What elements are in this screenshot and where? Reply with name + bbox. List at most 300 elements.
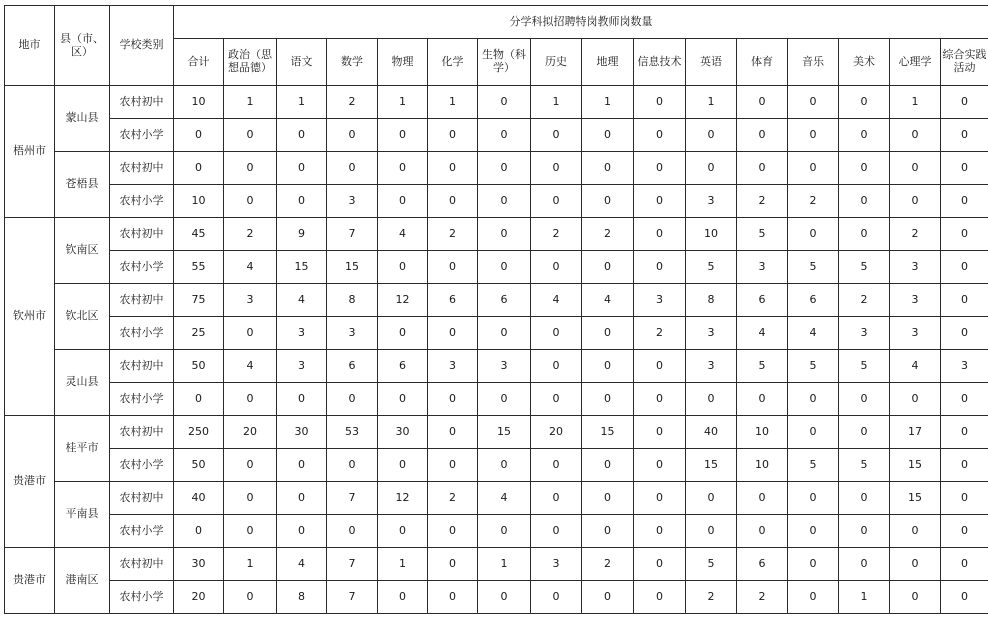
city-cell: 钦州市 [5, 218, 55, 416]
subject-count-cell: 0 [686, 119, 737, 152]
total-cell: 250 [174, 416, 224, 449]
school-type-cell: 农村初中 [110, 482, 174, 515]
subject-count-cell: 3 [634, 284, 686, 317]
subject-count-cell: 4 [737, 317, 788, 350]
subject-count-cell: 0 [478, 515, 531, 548]
total-cell: 0 [174, 383, 224, 416]
subject-count-cell: 5 [686, 251, 737, 284]
table-row [5, 119, 988, 152]
subject-count-cell: 2 [737, 581, 788, 614]
subject-count-cell: 3 [737, 251, 788, 284]
header-city: 地市 [5, 6, 55, 86]
total-cell: 30 [174, 548, 224, 581]
subject-count-cell: 8 [327, 284, 378, 317]
subject-count-cell: 5 [788, 350, 839, 383]
county-cell: 苍梧县 [55, 152, 110, 218]
subject-count-cell: 0 [428, 317, 478, 350]
subject-count-cell: 0 [327, 119, 378, 152]
subject-count-cell: 10 [737, 416, 788, 449]
subject-count-cell: 6 [327, 350, 378, 383]
county-cell: 钦北区 [55, 284, 110, 350]
header-subject: 数学 [327, 39, 378, 86]
subject-count-cell: 0 [941, 218, 988, 251]
subject-count-cell: 2 [890, 218, 941, 251]
subject-count-cell: 0 [224, 317, 277, 350]
subject-count-cell: 10 [686, 218, 737, 251]
subject-count-cell: 0 [428, 515, 478, 548]
subject-count-cell: 0 [478, 185, 531, 218]
subject-count-cell: 0 [478, 152, 531, 185]
subject-count-cell: 6 [478, 284, 531, 317]
header-subject: 政治（思想品德） [224, 39, 277, 86]
subject-count-cell: 3 [686, 185, 737, 218]
table-row [5, 383, 988, 416]
subject-count-cell: 0 [737, 152, 788, 185]
subject-count-cell: 0 [277, 515, 327, 548]
subject-count-cell: 0 [634, 152, 686, 185]
subject-count-cell: 0 [428, 383, 478, 416]
subject-count-cell: 0 [634, 86, 686, 119]
subject-count-cell: 2 [839, 284, 890, 317]
subject-count-cell: 0 [327, 383, 378, 416]
header-subject: 英语 [686, 39, 737, 86]
subject-count-cell: 4 [890, 350, 941, 383]
table-row [5, 152, 988, 185]
subject-count-cell: 7 [327, 548, 378, 581]
subject-count-cell: 0 [788, 218, 839, 251]
subject-count-cell: 0 [378, 251, 428, 284]
header-subject: 化学 [428, 39, 478, 86]
subject-count-cell: 0 [686, 482, 737, 515]
subject-count-cell: 15 [890, 482, 941, 515]
subject-count-cell: 7 [327, 218, 378, 251]
subject-count-cell: 0 [686, 515, 737, 548]
subject-count-cell: 0 [941, 515, 988, 548]
subject-count-cell: 0 [378, 185, 428, 218]
subject-count-cell: 10 [737, 449, 788, 482]
subject-count-cell: 0 [890, 548, 941, 581]
subject-count-cell: 0 [378, 317, 428, 350]
subject-count-cell: 2 [582, 218, 634, 251]
table-row [5, 515, 988, 548]
table-body [5, 86, 988, 614]
subject-count-cell: 3 [686, 350, 737, 383]
subject-count-cell: 0 [478, 449, 531, 482]
subject-count-cell: 0 [941, 548, 988, 581]
subject-count-cell: 0 [478, 86, 531, 119]
subject-count-cell: 0 [634, 383, 686, 416]
header-school-type: 学校类别 [110, 6, 174, 86]
subject-count-cell: 0 [839, 86, 890, 119]
subject-count-cell: 0 [582, 251, 634, 284]
total-cell: 50 [174, 350, 224, 383]
subject-count-cell: 0 [224, 185, 277, 218]
subject-count-cell: 0 [224, 119, 277, 152]
subject-count-cell: 0 [582, 383, 634, 416]
subject-count-cell: 5 [839, 449, 890, 482]
school-type-cell: 农村小学 [110, 581, 174, 614]
subject-count-cell: 4 [478, 482, 531, 515]
subject-count-cell: 1 [478, 548, 531, 581]
subject-count-cell: 1 [224, 86, 277, 119]
subject-count-cell: 4 [582, 284, 634, 317]
subject-count-cell: 1 [378, 86, 428, 119]
school-type-cell: 农村初中 [110, 284, 174, 317]
total-cell: 10 [174, 86, 224, 119]
subject-count-cell: 0 [839, 152, 890, 185]
subject-count-cell: 0 [634, 449, 686, 482]
subject-count-cell: 2 [531, 218, 582, 251]
subject-count-cell: 5 [686, 548, 737, 581]
subject-count-cell: 0 [378, 581, 428, 614]
subject-count-cell: 7 [327, 581, 378, 614]
school-type-cell: 农村小学 [110, 119, 174, 152]
subject-count-cell: 0 [737, 515, 788, 548]
subject-count-cell: 0 [582, 581, 634, 614]
subject-count-cell: 0 [941, 251, 988, 284]
subject-count-cell: 0 [941, 449, 988, 482]
subject-count-cell: 12 [378, 482, 428, 515]
subject-count-cell: 3 [686, 317, 737, 350]
subject-count-cell: 0 [941, 119, 988, 152]
school-type-cell: 农村初中 [110, 350, 174, 383]
subject-count-cell: 30 [277, 416, 327, 449]
subject-count-cell: 0 [277, 119, 327, 152]
subject-count-cell: 0 [890, 152, 941, 185]
subject-count-cell: 3 [478, 350, 531, 383]
subject-count-cell: 4 [788, 317, 839, 350]
subject-count-cell: 4 [378, 218, 428, 251]
subject-count-cell: 0 [224, 581, 277, 614]
school-type-cell: 农村小学 [110, 317, 174, 350]
subject-count-cell: 1 [686, 86, 737, 119]
subject-count-cell: 0 [788, 152, 839, 185]
total-cell: 0 [174, 119, 224, 152]
subject-count-cell: 0 [531, 482, 582, 515]
subject-count-cell: 1 [378, 548, 428, 581]
table-header [5, 6, 988, 86]
subject-count-cell: 0 [582, 482, 634, 515]
subject-count-cell: 1 [428, 86, 478, 119]
table-row [5, 86, 988, 119]
school-type-cell: 农村小学 [110, 449, 174, 482]
subject-count-cell: 0 [634, 185, 686, 218]
subject-count-cell: 0 [582, 152, 634, 185]
subject-count-cell: 0 [839, 416, 890, 449]
county-cell: 平南县 [55, 482, 110, 548]
header-subject: 体育 [737, 39, 788, 86]
subject-count-cell: 0 [378, 383, 428, 416]
subject-count-cell: 0 [941, 581, 988, 614]
subject-count-cell: 1 [224, 548, 277, 581]
header-subject: 生物（科学） [478, 39, 531, 86]
subject-count-cell: 20 [531, 416, 582, 449]
school-type-cell: 农村小学 [110, 251, 174, 284]
subject-count-cell: 0 [378, 119, 428, 152]
subject-count-cell: 0 [788, 416, 839, 449]
subject-count-cell: 2 [582, 548, 634, 581]
county-cell: 灵山县 [55, 350, 110, 416]
subject-count-cell: 1 [839, 581, 890, 614]
subject-count-cell: 0 [941, 86, 988, 119]
total-cell: 20 [174, 581, 224, 614]
city-cell: 梧州市 [5, 86, 55, 218]
subject-count-cell: 0 [428, 119, 478, 152]
subject-count-cell: 2 [634, 317, 686, 350]
subject-count-cell: 0 [277, 152, 327, 185]
subject-count-cell: 4 [277, 284, 327, 317]
subject-count-cell: 6 [737, 548, 788, 581]
subject-count-cell: 0 [788, 383, 839, 416]
city-cell: 贵港市 [5, 548, 55, 614]
school-type-cell: 农村初中 [110, 86, 174, 119]
subject-count-cell: 0 [890, 185, 941, 218]
subject-count-cell: 9 [277, 218, 327, 251]
subject-count-cell: 0 [941, 185, 988, 218]
header-subject: 音乐 [788, 39, 839, 86]
subject-count-cell: 0 [634, 251, 686, 284]
total-cell: 55 [174, 251, 224, 284]
subject-count-cell: 53 [327, 416, 378, 449]
subject-count-cell: 0 [531, 152, 582, 185]
subject-count-cell: 8 [277, 581, 327, 614]
subject-count-cell: 0 [634, 119, 686, 152]
subject-count-cell: 0 [788, 581, 839, 614]
subject-count-cell: 4 [277, 548, 327, 581]
subject-count-cell: 0 [941, 152, 988, 185]
header-subject: 综合实践活动 [941, 39, 988, 86]
total-cell: 75 [174, 284, 224, 317]
subject-count-cell: 0 [788, 548, 839, 581]
subject-count-cell: 0 [478, 119, 531, 152]
subject-count-cell: 0 [378, 152, 428, 185]
subject-count-cell: 4 [224, 350, 277, 383]
subject-count-cell: 6 [737, 284, 788, 317]
subject-count-cell: 0 [224, 449, 277, 482]
subject-count-cell: 0 [428, 449, 478, 482]
subject-count-cell: 12 [378, 284, 428, 317]
subject-count-cell: 0 [428, 251, 478, 284]
subject-count-cell: 0 [478, 581, 531, 614]
subject-count-cell: 2 [737, 185, 788, 218]
subject-count-cell: 2 [327, 86, 378, 119]
header-subject: 物理 [378, 39, 428, 86]
subject-count-cell: 0 [277, 449, 327, 482]
subject-count-cell: 3 [428, 350, 478, 383]
subject-count-cell: 0 [941, 383, 988, 416]
subject-count-cell: 1 [582, 86, 634, 119]
subject-count-cell: 5 [737, 218, 788, 251]
subject-count-cell: 0 [737, 119, 788, 152]
subject-count-cell: 4 [224, 251, 277, 284]
subject-count-cell: 3 [277, 350, 327, 383]
subject-count-cell: 0 [224, 482, 277, 515]
subject-count-cell: 1 [277, 86, 327, 119]
subject-count-cell: 0 [224, 152, 277, 185]
school-type-cell: 农村初中 [110, 548, 174, 581]
subject-count-cell: 2 [686, 581, 737, 614]
subject-count-cell: 0 [327, 515, 378, 548]
county-cell: 桂平市 [55, 416, 110, 482]
subject-count-cell: 40 [686, 416, 737, 449]
subject-count-cell: 2 [224, 218, 277, 251]
header-subject: 美术 [839, 39, 890, 86]
total-cell: 40 [174, 482, 224, 515]
header-subject: 心理学 [890, 39, 941, 86]
subject-count-cell: 3 [327, 185, 378, 218]
table-row [5, 218, 988, 251]
table-row [5, 482, 988, 515]
subject-count-cell: 5 [737, 350, 788, 383]
subject-count-cell: 0 [890, 383, 941, 416]
subject-count-cell: 0 [378, 515, 428, 548]
table-row [5, 317, 988, 350]
table-row [5, 350, 988, 383]
subject-count-cell: 0 [839, 515, 890, 548]
subject-count-cell: 0 [941, 482, 988, 515]
subject-count-cell: 0 [327, 152, 378, 185]
subject-count-cell: 0 [839, 383, 890, 416]
subject-count-cell: 0 [634, 581, 686, 614]
subject-count-cell: 0 [634, 350, 686, 383]
subject-count-cell: 0 [224, 515, 277, 548]
subject-count-cell: 0 [327, 449, 378, 482]
subject-count-cell: 0 [890, 515, 941, 548]
table-row [5, 548, 988, 581]
subject-count-cell: 2 [788, 185, 839, 218]
school-type-cell: 农村初中 [110, 218, 174, 251]
subject-count-cell: 0 [839, 218, 890, 251]
subject-count-cell: 0 [378, 449, 428, 482]
subject-count-cell: 0 [531, 515, 582, 548]
subject-count-cell: 0 [634, 218, 686, 251]
subject-count-cell: 0 [531, 185, 582, 218]
header-subject: 合计 [174, 39, 224, 86]
subject-count-cell: 0 [428, 548, 478, 581]
table-row [5, 449, 988, 482]
subject-count-cell: 3 [224, 284, 277, 317]
school-type-cell: 农村初中 [110, 416, 174, 449]
subject-count-cell: 0 [531, 350, 582, 383]
subject-count-cell: 0 [839, 482, 890, 515]
subject-count-cell: 8 [686, 284, 737, 317]
total-cell: 0 [174, 515, 224, 548]
table-row [5, 581, 988, 614]
subject-count-cell: 0 [531, 251, 582, 284]
subject-count-cell: 0 [890, 119, 941, 152]
subject-count-cell: 0 [478, 383, 531, 416]
subject-count-cell: 6 [788, 284, 839, 317]
subject-count-cell: 3 [890, 251, 941, 284]
table-row [5, 251, 988, 284]
subject-count-cell: 0 [788, 482, 839, 515]
subject-count-cell: 0 [582, 185, 634, 218]
subject-count-cell: 0 [582, 515, 634, 548]
subject-count-cell: 0 [686, 152, 737, 185]
subject-count-cell: 0 [582, 119, 634, 152]
subject-count-cell: 3 [531, 548, 582, 581]
subject-count-cell: 0 [478, 251, 531, 284]
subject-count-cell: 15 [890, 449, 941, 482]
subject-count-cell: 5 [788, 251, 839, 284]
subject-count-cell: 0 [890, 581, 941, 614]
subject-count-cell: 0 [737, 482, 788, 515]
subject-count-cell: 0 [788, 86, 839, 119]
subject-count-cell: 0 [277, 185, 327, 218]
header-subject: 信息技术 [634, 39, 686, 86]
table-row [5, 185, 988, 218]
subject-count-cell: 15 [686, 449, 737, 482]
subject-count-cell: 0 [634, 548, 686, 581]
city-cell: 贵港市 [5, 416, 55, 548]
school-type-cell: 农村小学 [110, 383, 174, 416]
subject-count-cell: 1 [890, 86, 941, 119]
subject-count-cell: 0 [428, 581, 478, 614]
subject-count-cell: 0 [634, 515, 686, 548]
subject-count-cell: 0 [582, 317, 634, 350]
subject-count-cell: 3 [890, 317, 941, 350]
total-cell: 0 [174, 152, 224, 185]
subject-count-cell: 15 [478, 416, 531, 449]
header-subject: 地理 [582, 39, 634, 86]
subject-count-cell: 2 [428, 218, 478, 251]
subject-count-cell: 17 [890, 416, 941, 449]
county-cell: 港南区 [55, 548, 110, 614]
subject-count-cell: 0 [634, 482, 686, 515]
subject-count-cell: 20 [224, 416, 277, 449]
table-row [5, 416, 988, 449]
subject-count-cell: 7 [327, 482, 378, 515]
subject-count-cell: 0 [737, 383, 788, 416]
subject-count-cell: 0 [428, 416, 478, 449]
subject-count-cell: 0 [224, 383, 277, 416]
county-cell: 钦南区 [55, 218, 110, 284]
county-cell: 蒙山县 [55, 86, 110, 152]
subject-count-cell: 0 [531, 119, 582, 152]
subject-count-cell: 3 [890, 284, 941, 317]
total-cell: 50 [174, 449, 224, 482]
subject-count-cell: 0 [277, 383, 327, 416]
subject-count-cell: 6 [428, 284, 478, 317]
header-county: 县（市、区） [55, 6, 110, 86]
subject-count-cell: 15 [327, 251, 378, 284]
subject-count-cell: 5 [839, 251, 890, 284]
total-cell: 25 [174, 317, 224, 350]
subject-count-cell: 5 [839, 350, 890, 383]
subject-count-cell: 15 [582, 416, 634, 449]
subject-count-cell: 0 [277, 482, 327, 515]
subject-count-cell: 0 [531, 383, 582, 416]
subject-count-cell: 0 [737, 86, 788, 119]
school-type-cell: 农村初中 [110, 152, 174, 185]
subject-count-cell: 0 [531, 581, 582, 614]
subject-count-cell: 0 [839, 119, 890, 152]
subject-count-cell: 3 [277, 317, 327, 350]
subject-count-cell: 30 [378, 416, 428, 449]
table-row [5, 284, 988, 317]
subject-count-cell: 1 [531, 86, 582, 119]
total-cell: 10 [174, 185, 224, 218]
subject-count-cell: 0 [788, 119, 839, 152]
header-subject-group: 分学科拟招聘特岗教师岗数量 [174, 6, 988, 39]
header-subject: 语文 [277, 39, 327, 86]
subject-count-cell: 3 [941, 350, 988, 383]
subject-count-cell: 0 [788, 515, 839, 548]
subject-count-cell: 0 [428, 152, 478, 185]
subject-count-cell: 0 [686, 383, 737, 416]
subject-count-cell: 15 [277, 251, 327, 284]
subject-count-cell: 6 [378, 350, 428, 383]
